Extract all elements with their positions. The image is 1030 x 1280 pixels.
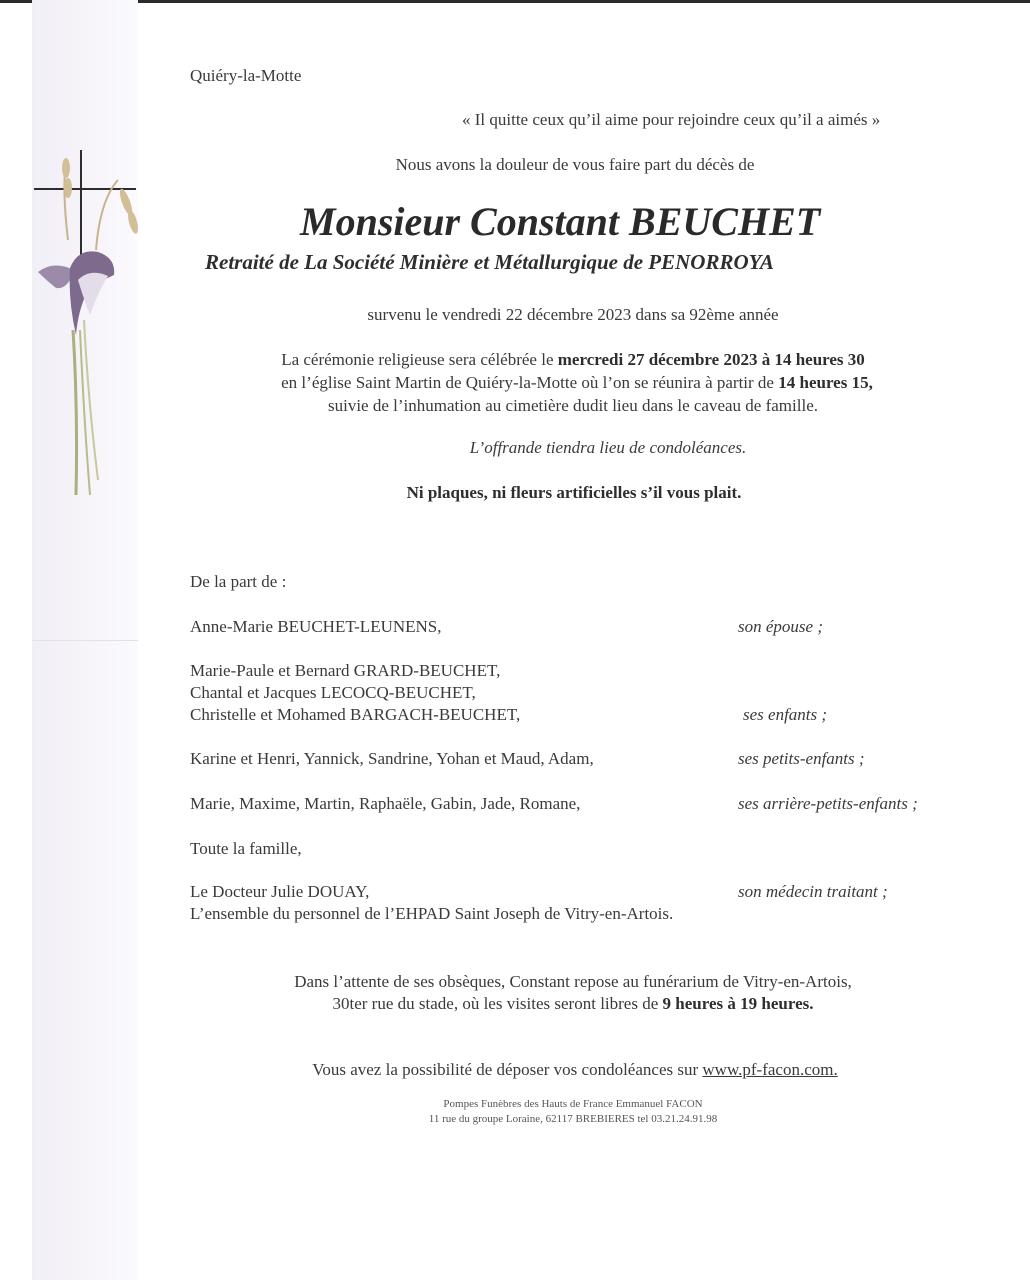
deceased-name: Monsieur Constant BEUCHET [300,199,821,244]
family-row-spouse: Anne-Marie BEUCHET-LEUNENS, [190,617,442,636]
condolences-line [0,1060,1030,1080]
relation-great-grandchildren: ses arrière-petits-enfants ; [738,794,918,813]
family-row-great-grandchildren: Marie, Maxime, Martin, Raphaële, Gabin, Jade, Romane, [190,794,581,813]
relation-doctor: son médecin traitant ; [738,882,888,901]
location: Quiéry-la-Motte [190,66,302,85]
relation-children: ses enfants ; [743,705,828,724]
ceremony-text: La cérémonie religieuse sera célébrée le [281,350,558,369]
family-row-whole-family: Toute la famille, [190,839,302,858]
from-label: De la part de : [190,572,287,591]
relation-grandchildren: ses petits-enfants ; [738,749,865,768]
gathering-time: 14 heures 15, [778,373,873,392]
top-border [0,0,1030,3]
visit-address: 30ter rue du stade, où les visites seront libres de [332,994,663,1013]
no-plaques-note: Ni plaques, ni fleurs artificielles s’il vous plait. [406,483,742,502]
footer-address: 11 rue du groupe Loraine, 62117 BREBIERES tel 03.21.24.91.98 [428,1113,718,1125]
visit-hours: 9 heures à 19 heures. [662,994,814,1013]
visit-line-2 [0,994,1030,1014]
ceremony-line-3: suivie de l’inhumation au cimetière dudit lieu dans le caveau de famille. [328,396,818,415]
offrande-note: L’offrande tiendra lieu de condoléances. [469,438,747,457]
family-row-ehpad-staff: L’ensemble du personnel de l’EHPAD Saint Joseph de Vitry-en-Artois. [190,904,674,923]
visit-line-1: Dans l’attente de ses obsèques, Constant repose au funérarium de Vitry-en-Artois, [294,972,852,991]
family-row-children-1: Marie-Paule et Bernard GRARD-BEUCHET, [190,661,501,680]
condolences-link[interactable]: www.pf-facon.com. [702,1060,838,1079]
ceremony-line-2 [0,373,1030,393]
side-band-line [32,640,138,641]
death-date-line: survenu le vendredi 22 décembre 2023 dans sa 92ème année [367,305,779,324]
family-row-children-2: Chantal et Jacques LECOCQ-BEUCHET, [190,683,476,702]
quote: « Il quitte ceux qu’il aime pour rejoindre ceux qu’il a aimés » [462,110,881,129]
family-row-children-3: Christelle et Mohamed BARGACH-BEUCHET, [190,705,521,724]
relation-spouse: son épouse ; [738,617,823,636]
deceased-title: Retraité de La Société Minière et Métallurgique de PENORROYA [205,250,774,274]
footer-company: Pompes Funèbres des Hauts de France Emmanuel FACON [443,1098,703,1110]
condolences-text: Vous avez la possibilité de déposer vos condoléances sur [312,1060,703,1079]
family-row-doctor: Le Docteur Julie DOUAY, [190,882,370,901]
announcement-intro: Nous avons la douleur de vous faire part du décès de [395,155,755,174]
family-row-grandchildren: Karine et Henri, Yannick, Sandrine, Yohan et Maud, Adam, [190,749,594,768]
ceremony-line-1 [0,350,1030,370]
ceremony-datetime: mercredi 27 décembre 2023 à 14 heures 30 [557,350,865,369]
ceremony-place: en l’église Saint Martin de Quiéry-la-Motte où l’on se réunira à partir de [281,373,779,392]
